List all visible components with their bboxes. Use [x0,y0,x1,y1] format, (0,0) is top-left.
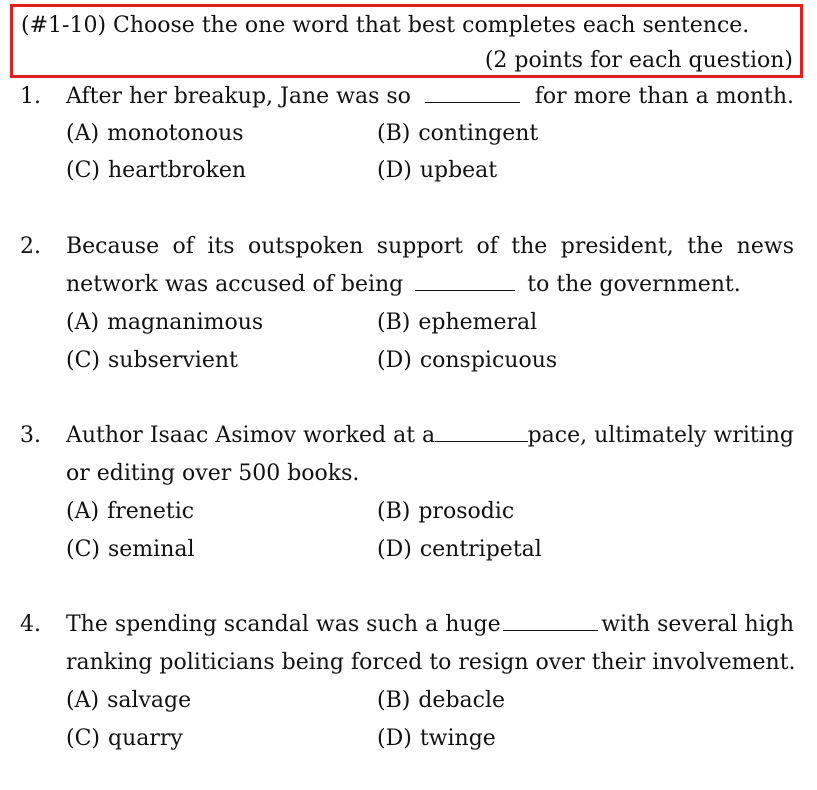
question-text-after: to the government. [527,272,741,297]
option-text: debacle [418,688,506,713]
instructions-box [10,4,803,78]
question-text-before: After her breakup, Jane was so [66,84,411,109]
question-number: 3. [20,423,41,448]
option-letter: (D) [377,726,412,751]
option-letter: (B) [377,688,411,713]
answer-blank [425,84,520,103]
option-d[interactable] [377,726,496,751]
question-text-before: The spending scandal was such a huge [66,612,501,637]
option-b[interactable] [377,688,505,713]
question-line [66,84,794,109]
option-text: contingent [418,121,539,146]
option-letter: (B) [377,499,411,524]
option-letter: (C) [66,726,100,751]
option-letter: (A) [66,121,100,146]
option-a[interactable] [66,499,194,524]
option-text: subservient [108,348,238,373]
question-line [66,272,741,297]
option-letter: (A) [66,499,100,524]
question-line: or editing over 500 books. [66,461,360,486]
option-text: conspicuous [419,348,558,373]
option-text: centripetal [419,537,542,562]
option-text: frenetic [107,499,195,524]
answer-blank [503,612,598,631]
option-c[interactable] [66,348,238,373]
option-letter: (D) [377,537,412,562]
option-text: magnanimous [107,310,264,335]
option-d[interactable] [377,348,557,373]
question-text-after: with several high [601,612,794,637]
points-text: (2 points for each question) [484,48,793,73]
option-text: upbeat [419,158,498,183]
option-d[interactable] [377,537,542,562]
question-text-after: pace, ultimately writing [527,423,794,448]
option-text: quarry [108,726,183,751]
option-text: ephemeral [418,310,538,335]
question-line [66,612,794,637]
question-number: 2. [20,234,41,259]
question-number: 4. [20,612,41,637]
option-text: monotonous [107,121,244,146]
option-text: prosodic [418,499,515,524]
option-letter: (B) [377,310,411,335]
option-text: salvage [107,688,192,713]
option-letter: (A) [66,310,100,335]
option-d[interactable] [377,158,497,183]
instructions-text: (#1-10) Choose the one word that best completes each sentence. [21,13,750,38]
option-text: twinge [419,726,496,751]
option-letter: (C) [66,158,100,183]
option-a[interactable] [66,121,244,146]
option-letter: (D) [377,348,412,373]
option-letter: (A) [66,688,100,713]
question-line: Because of its outspoken support of the president, the news [66,234,794,259]
option-c[interactable] [66,537,195,562]
option-letter: (B) [377,121,411,146]
question-text-after: for more than a month. [534,84,794,109]
question-line: ranking politicians being forced to resign over their involvement. [66,650,796,675]
option-c[interactable] [66,726,183,751]
option-c[interactable] [66,158,246,183]
option-b[interactable] [377,121,538,146]
option-letter: (D) [377,158,412,183]
option-a[interactable] [66,688,191,713]
option-text: seminal [108,537,195,562]
option-b[interactable] [377,310,537,335]
answer-blank [415,272,515,291]
option-text: heartbroken [108,158,247,183]
question-line [66,423,794,448]
question-number: 1. [20,84,41,109]
answer-blank [435,423,527,442]
question-text-before: network was accused of being [66,272,404,297]
question-text-before: Author Isaac Asimov worked at a [66,423,436,448]
option-letter: (C) [66,348,100,373]
option-b[interactable] [377,499,514,524]
option-a[interactable] [66,310,263,335]
option-letter: (C) [66,537,100,562]
